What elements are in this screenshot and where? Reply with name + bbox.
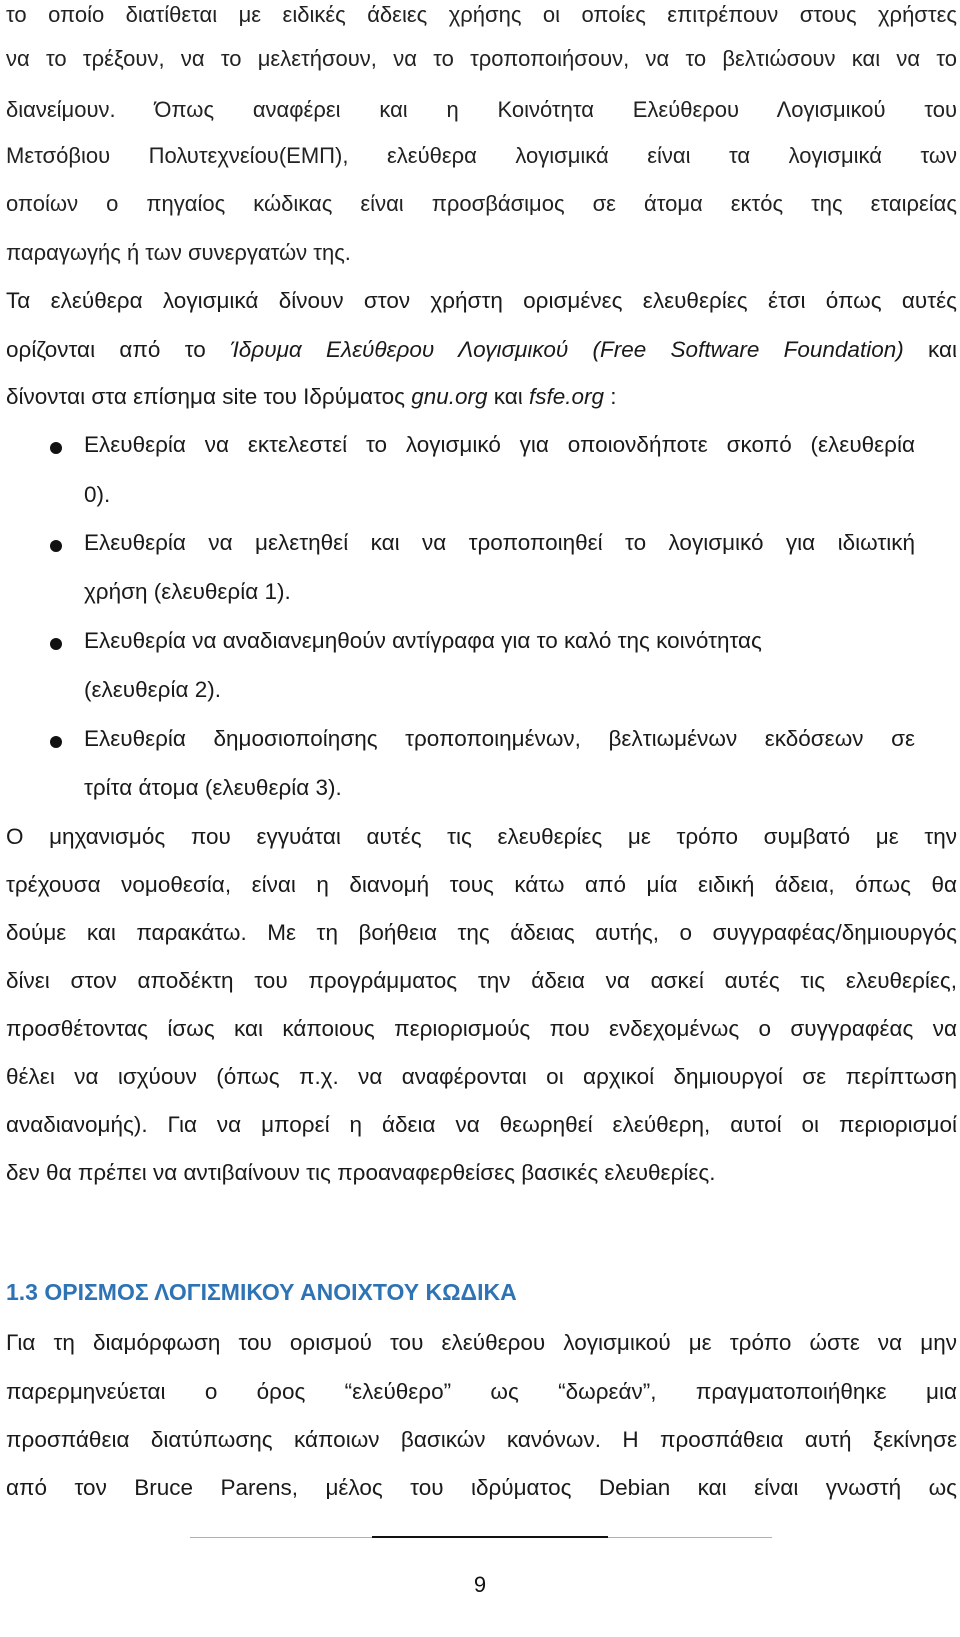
text-line: παραγωγής ή των συνεργατών της. bbox=[6, 240, 351, 265]
text-line: διανείμουν. Όπως αναφέρει και η Κοινότητα Ελεύθερου Λογισμικού του bbox=[6, 97, 957, 122]
text-line: Για τη διαμόρφωση του ορισμού του ελεύθερου λογισμικού με τρόπο ώστε να μην bbox=[6, 1330, 957, 1355]
text-line: αναδιανομής). Για να μπορεί η άδεια να θεωρηθεί ελεύθερη, αυτοί οι περιορισμοί bbox=[6, 1112, 957, 1137]
list-item: Ελευθερία να εκτελεστεί το λογισμικό για οποιονδήποτε σκοπό (ελευθερία bbox=[84, 432, 915, 457]
page-number: 9 bbox=[473, 1572, 487, 1597]
bullet-icon bbox=[50, 442, 62, 454]
text-run: δίνονται στα επίσημα site του Ιδρύματος bbox=[6, 384, 412, 409]
text-line: από τον Bruce Parens, μέλος του ιδρύματος Debian και είναι γνωστή ως bbox=[6, 1475, 957, 1500]
text-line: Τα ελεύθερα λογισμικά δίνουν στον χρήστη ορισμένες ελευθερίες έτσι όπως αυτές bbox=[6, 288, 957, 313]
text-line bbox=[6, 384, 957, 410]
text-line: θέλει να ισχύουν (όπως π.χ. να αναφέρονται οι αρχικοί δημιουργοί σε περίπτωση bbox=[6, 1064, 957, 1089]
text-line: τρέχουσα νομοθεσία, είναι η διανομή τους κάτω από μία ειδική άδεια, όπως θα bbox=[6, 872, 957, 897]
section-heading: 1.3 ΟΡΙΣΜΟΣ ΛΟΓΙΣΜΙΚΟΥ ΑΝΟΙΧΤΟΥ ΚΩΔΙΚΑ bbox=[6, 1279, 517, 1305]
list-item-cont: τρίτα άτομα (ελευθερία 3). bbox=[84, 775, 342, 800]
bullet-icon bbox=[50, 638, 62, 650]
text-line bbox=[6, 337, 957, 363]
text-line: να το τρέξουν, να το μελετήσουν, να το τροποποιήσουν, να το βελτιώσουν και να το bbox=[6, 46, 957, 71]
list-item-cont: χρήση (ελευθερία 1). bbox=[84, 579, 291, 604]
text-line: οποίων ο πηγαίος κώδικας είναι προσβάσιμος σε άτομα εκτός της εταιρείας bbox=[6, 191, 957, 216]
bullet-icon bbox=[50, 736, 62, 748]
text-line: δίνει στον αποδέκτη του προγράμματος την άδεια να ασκεί αυτές τις ελευθερίες, bbox=[6, 968, 957, 993]
list-item-cont: 0). bbox=[84, 482, 111, 507]
text-line: Μετσόβιου Πολυτεχνείου(ΕΜΠ), ελεύθερα λογισμικά είναι τα λογισμικά των bbox=[6, 143, 957, 168]
footer-divider-accent bbox=[372, 1536, 608, 1538]
text-line: δούμε και παρακάτω. Με τη βοήθεια της άδειας αυτής, ο συγγραφέας/δημιουργός bbox=[6, 920, 957, 945]
list-item: Ελευθερία δημοσιοποίησης τροποποιημένων, βελτιωμένων εκδόσεων σε bbox=[84, 726, 915, 751]
text-line: προσπάθεια διατύπωσης κάποιων βασικών κανόνων. Η προσπάθεια αυτή ξεκίνησε bbox=[6, 1427, 957, 1452]
list-item: Ελευθερία να αναδιανεμηθούν αντίγραφα για το καλό της κοινότητας bbox=[84, 628, 762, 653]
gnu-org-link[interactable]: gnu.org bbox=[411, 384, 488, 409]
text-line: το οποίο διατίθεται με ειδικές άδειες χρήσης οι οποίες επιτρέπουν στους χρήστες bbox=[6, 2, 957, 27]
fsfe-org-link[interactable]: fsfe.org bbox=[528, 384, 605, 409]
bullet-icon bbox=[50, 540, 62, 552]
text-line: δεν θα πρέπει να αντιβαίνουν τις προαναφερθείσες βασικές ελευθερίες. bbox=[6, 1160, 716, 1185]
text-run: και bbox=[487, 384, 529, 409]
list-item-cont: (ελευθερία 2). bbox=[84, 677, 221, 702]
text-run: : bbox=[604, 384, 617, 409]
text-line: προσθέτοντας ίσως και κάποιους περιορισμούς που ενδεχομένως ο συγγραφέας να bbox=[6, 1016, 957, 1041]
text-line: Ο μηχανισμός που εγγυάται αυτές τις ελευθερίες με τρόπο συμβατό με την bbox=[6, 824, 957, 849]
text-run: και bbox=[903, 337, 957, 362]
fsf-name: Ίδρυμα Ελεύθερου Λογισμικού (Free Software Foundation) bbox=[230, 337, 904, 362]
text-line: παρερμηνεύεται ο όρος “ελεύθερο” ως “δωρεάν”, πραγματοποιήθηκε μια bbox=[6, 1379, 957, 1404]
list-item: Ελευθερία να μελετηθεί και να τροποποιηθεί το λογισμικό για ιδιωτική bbox=[84, 530, 915, 555]
text-run: ορίζονται από το bbox=[6, 337, 231, 362]
